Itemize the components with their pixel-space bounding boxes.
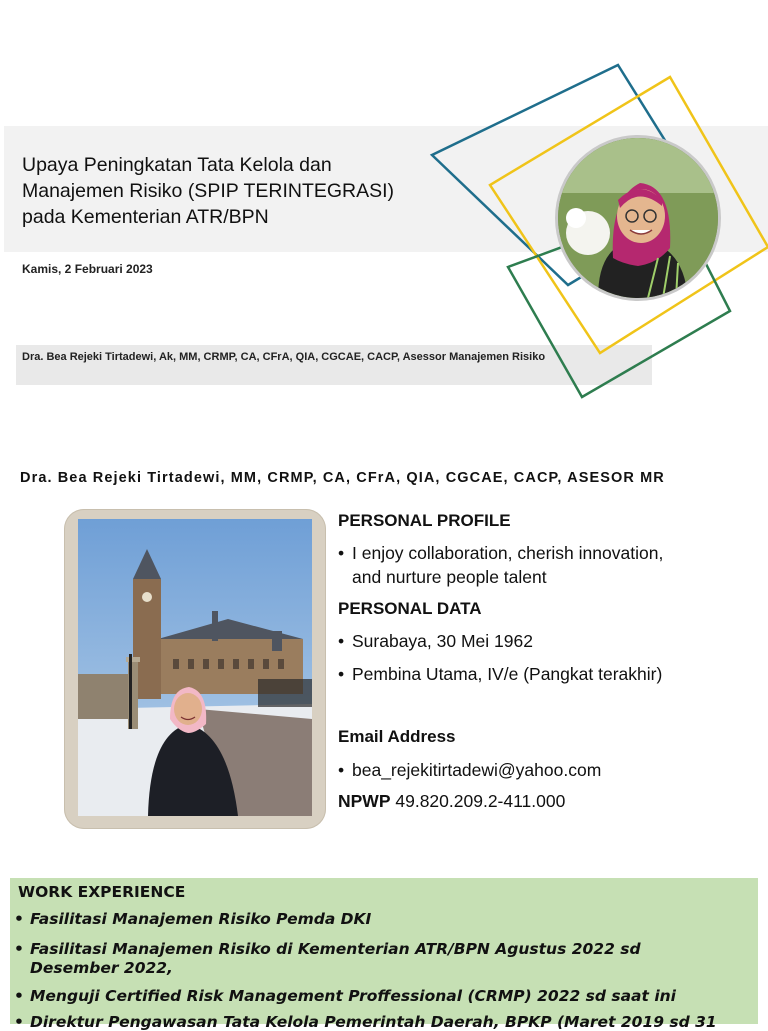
work-item-text: Fasilitasi Manajemen Risiko Pemda DKI [30,910,372,928]
work-item-text: Fasilitasi Manajemen Risiko di Kementerian ATR/BPN Agustus 2022 sd [30,940,641,958]
title-line-2: Manajemen Risiko (SPIP TERINTEGRASI) [22,180,395,202]
data-list-item-birth [338,629,533,653]
title-line-1: Upaya Peningkatan Tata Kelola dan [22,154,332,176]
npwp-label: NPWP [338,791,391,811]
work-item-text: Direktur Pengawasan Tata Kelola Pemerintah Daerah, BPKP (Maret 2019 sd 31 [30,1013,717,1031]
title-line-3: pada Kementerian ATR/BPN [22,206,269,228]
profile-list-item [338,541,748,589]
bullet-icon: • [338,760,345,780]
work-item-text: Menguji Certified Risk Management Proffessional (CRMP) 2022 sd saat ini [30,987,676,1005]
birth-place-date: Surabaya, 30 Mei 1962 [352,631,533,651]
presentation-date: Kamis, 2 Februari 2023 [22,262,153,276]
work-item-text-continued: Desember 2022, [30,959,173,977]
npwp-line [338,791,565,812]
person-photo [78,519,312,816]
presenter-portrait [555,135,721,301]
bullet-icon: • [14,910,24,928]
profile-line-1: I enjoy collaboration, cherish innovation, [352,543,664,563]
peace-palace-illustration [78,519,312,816]
work-item [14,1013,717,1031]
profile-line-2: and nurture people talent [352,567,547,587]
data-list-item-rank [338,662,662,686]
personal-data-heading: PERSONAL DATA [338,599,482,618]
email-list-item [338,758,601,782]
bullet-icon: • [338,631,345,651]
portrait-illustration [558,138,718,298]
work-experience-heading: WORK EXPERIENCE [18,883,186,901]
email-heading: Email Address [338,727,456,746]
bullet-icon: • [14,987,24,1005]
bullet-icon: • [338,543,345,563]
bullet-icon: • [14,1013,24,1031]
bullet-icon: • [14,940,24,958]
bullet-icon: • [338,664,345,684]
email-address: bea_rejekitirtadewi@yahoo.com [352,760,602,780]
work-item [14,910,371,928]
personal-profile-heading: PERSONAL PROFILE [338,511,511,530]
work-item [14,940,641,978]
person-heading: Dra. Bea Rejeki Tirtadewi, MM, CRMP, CA, CFrA, QIA, CGCAE, CACP, ASESOR MR [20,470,665,486]
presenter-name: Dra. Bea Rejeki Tirtadewi, Ak, MM, CRMP, CA, CFrA, QIA, CGCAE, CACP, Asessor Manajemen Risiko [22,351,546,363]
rank-text: Pembina Utama, IV/e (Pangkat terakhir) [352,664,663,684]
npwp-value: 49.820.209.2-411.000 [395,791,566,811]
work-item [14,987,676,1005]
